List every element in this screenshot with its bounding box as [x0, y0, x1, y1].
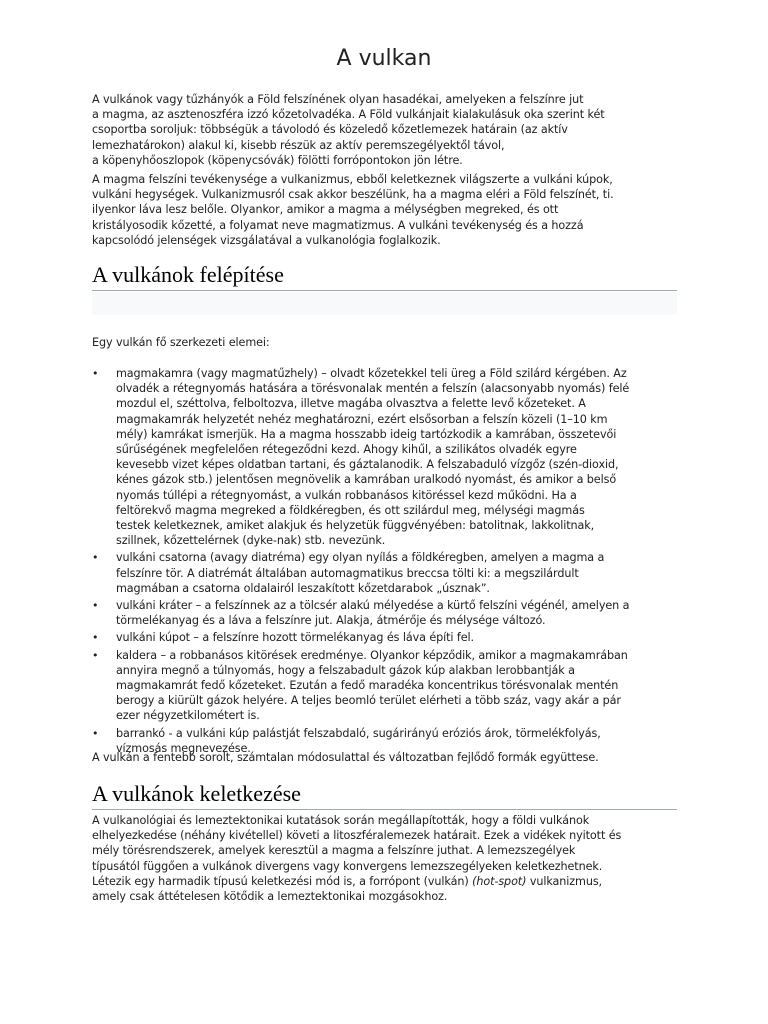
text-line: mély törésrendszerek, amelyek keresztül a magma a felszínre juthat. A lemezszegélyek [92, 844, 576, 858]
text-line: mély) kamrákat ismerjük. Ha a magma hosszabb ideig tartózkodik a kamrában, összetevői [116, 427, 617, 441]
text-line: törmelékanyag és a láva a felszínre jut. Alakja, átmérője és mélysége változó. [116, 614, 546, 628]
text-line: lemezhatárokon) alakul ki, kisebb részük az aktív peremszegélyektől távol, [92, 138, 505, 152]
text-line: elhelyezkedése (néhány kivétellel) követi a litoszféralemezek határait. Ezek a vidékek nyitott és [92, 829, 622, 843]
text-line: barrankó - a vulkáni kúp palástját felszabdaló, sugárirányú eróziós árok, törmelékfolyás, [116, 726, 601, 740]
text-line: felszínre tör. A diatrémát általában automagmatikus breccsa tölti ki: a megszilárdult [116, 566, 579, 580]
structure-closing: A vulkán a fentebb sorolt, számtalan módosulattal és változatban fejlődő formák együttese. [92, 751, 599, 764]
text-line: típusától függően a vulkánok divergens vagy konvergens lemezszegélyeken keletkezhetnek. [92, 859, 603, 873]
text-line: A vulkánok vagy tűzhányók a Föld felszínének olyan hasadékai, amelyeken a felszínre jut [92, 93, 584, 106]
list-item [92, 598, 692, 628]
list-item [92, 550, 692, 596]
list-item [92, 648, 692, 724]
text-line: vulkáni hegységek. Vulkanizmusról csak akkor beszélünk, ha a magma eléri a Föld felszínét, ti. [92, 188, 614, 202]
page-title: A vulkan [336, 46, 432, 71]
text-line: kevesebb vizet képes oldatban tartani, és gáztalanodik. A felszabaduló vízgőz (szén-dioxid, [116, 458, 619, 472]
text-line: sűrűségének megfelelően rétegeződni kezd. Ahogy kihűl, a szilikátos olvadék egyre [116, 443, 577, 457]
text-line: feltörekvő magma megreked a földkéregben, és ott szilárdul meg, mélységi magmás [116, 503, 585, 517]
section-heading-structure: A vulkánok felépítése [92, 262, 677, 291]
text-line: kénes gázok stb.) jelentősen megnövelik a kamrában uralkodó nyomást, és amikor a belső [116, 473, 617, 487]
bullet-icon: • [92, 726, 99, 740]
text-line [92, 874, 678, 889]
empty-content-box [92, 292, 677, 315]
text-line: ilyenkor láva lesz belőle. Olyankor, amikor a magma a mélységben megreked, és ott [92, 203, 559, 217]
text-line: kaldera – a robbanásos kitörések eredménye. Olyankor képződik, amikor a magmakamrában [116, 648, 628, 662]
structure-lead: Egy vulkán fő szerkezeti elemei: [92, 336, 270, 349]
text-line: csoportba soroljuk: többségük a távolodó és közeledő kőzetlemezek határain (az aktív [92, 123, 568, 137]
text-line: vulkáni kráter – a felszínnek az a tölcsér alakú mélyedése a kürtő felszíni végénél, amelyen a [116, 599, 630, 613]
text-line: magmakamrák helyzetét nehéz meghatározni, ezért elsősorban a felszín közeli (1–10 km [116, 412, 608, 426]
text-line: A magma felszíni tevékenysége a vulkanizmus, ebből keletkeznek világszerte a vulkáni kúpok, [92, 173, 613, 186]
text-segment: Létezik egy harmadik típusú keletkezési mód is, a forrópont (vulkán) [92, 874, 469, 888]
text-line: mozdul el, széttolva, felboltozva, illetve magába olvasztva a felette levő kőzeteket. A [116, 397, 586, 411]
bullet-icon: • [92, 599, 99, 613]
text-line: testek keletkeznek, amiket alakjuk és helyzetük függvényében: batolitnak, lakkolitnak, [116, 519, 595, 533]
text-line: A vulkanológiai és lemeztektonikai kutatások során megállapították, hogy a földi vulkánok [92, 814, 590, 827]
text-line: ezer négyzetkilométert is. [116, 709, 260, 723]
text-line: vízmosás megnevezése. [116, 741, 251, 755]
bullet-icon: • [92, 551, 99, 565]
text-line: olvadék a rétegnyomás hatására a törésvonalak mentén a felszín (alacsonyabb nyomás) felé [116, 382, 630, 396]
text-line: szillnek, kőzettelérnek (dyke-nak) stb. nevezünk. [116, 534, 386, 548]
text-segment: vulkanizmus, [526, 874, 603, 888]
bullet-icon: • [92, 648, 99, 662]
origin-paragraph [92, 813, 678, 904]
text-line: berogy a kiürült gázok helyére. A teljes beomló terület elérheti a több száz, vagy akár a pár [116, 694, 621, 708]
text-line: a magma, az asztenoszféra izzó kőzetolvadéka. A Föld vulkánjait kialakulásuk oka szerint két [92, 108, 605, 122]
text-line: a köpenyhőoszlopok (köpenycsóvák) fölötti forrópontokon jön létre. [92, 153, 463, 167]
bullet-icon: • [92, 631, 99, 645]
bullet-icon: • [92, 367, 99, 380]
text-line: magmában a csatorna oldalairól leszakított kőzetdarabok „úsznak”. [116, 581, 490, 595]
hotspot-term: (hot-spot) [472, 874, 527, 888]
text-line: kristályosodik kőzetté, a folyamat neve magmatizmus. A vulkáni tevékenység és a hozzá [92, 218, 584, 232]
list-item [92, 366, 692, 548]
text-line: nyomás túllépi a rétegnyomást, a vulkán robbanásos kitöréssel kezd működni. Ha a [116, 488, 577, 502]
text-line: kapcsolódó jelenségek vizsgálatával a vulkanológia foglalkozik. [92, 233, 441, 247]
intro-paragraph-1 [92, 92, 678, 168]
intro-paragraph-2 [92, 172, 678, 248]
text-line: vulkáni csatorna (avagy diatréma) egy olyan nyílás a földkéregben, amelyen a magma a [116, 551, 605, 565]
text-line: magmakamrát fedő kőzeteket. Ezután a fedő maradéka koncentrikus törésvonalak mentén [116, 679, 619, 693]
structure-list [92, 366, 692, 758]
section-heading-origin: A vulkánok keletkezése [92, 781, 677, 810]
text-line: amely csak áttételesen kötődik a lemeztektonikai mozgásokhoz. [92, 890, 448, 904]
text-line: annyira megnő a túlnyomás, hogy a felszabadult gázok kúp alakban lerobbantják a [116, 663, 575, 677]
text-line: magmakamra (vagy magmatűzhely) – olvadt kőzetekkel teli üreg a Föld szilárd kérgében. Az [116, 367, 627, 380]
text-line: vulkáni kúpot – a felszínre hozott törmelékanyag és láva építi fel. [116, 631, 474, 645]
list-item [92, 630, 692, 645]
